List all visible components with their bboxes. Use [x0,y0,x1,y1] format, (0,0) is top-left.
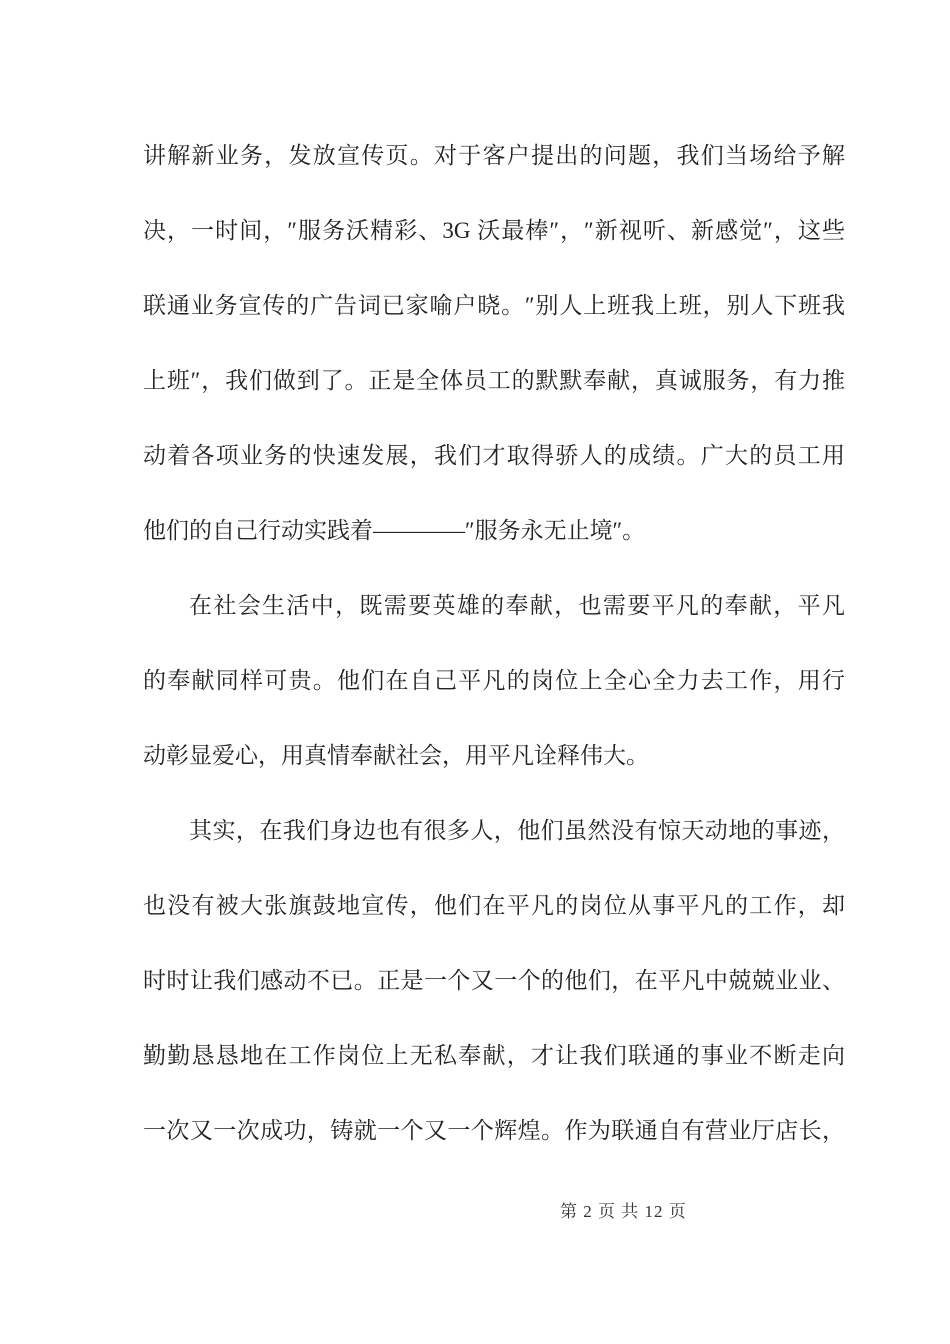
document-body [143,118,845,1168]
text-line: 时时让我们感动不已。正是一个又一个的他们，在平凡中兢兢业业、 [143,968,845,993]
text-line: 讲解新业务，发放宣传页。对于客户提出的问题，我们当场给予解 [143,143,845,168]
text-line: 也没有被大张旗鼓地宣传，他们在平凡的岗位从事平凡的工作，却 [143,893,845,918]
text-line: 在社会生活中，既需要英雄的奉献，也需要平凡的奉献，平凡 [189,593,845,618]
text-line: 上班″，我们做到了。正是全体员工的默默奉献，真诚服务，有力推 [143,368,845,393]
text-line: 动彰显爱心，用真情奉献社会，用平凡诠释伟大。 [143,743,649,768]
text-line: 动着各项业务的快速发展，我们才取得骄人的成绩。广大的员工用 [143,443,845,468]
text-line: 其实，在我们身边也有很多人，他们虽然没有惊天动地的事迹， [189,818,845,843]
text-line: 联通业务宣传的广告词已家喻户晓。″别人上班我上班，别人下班我 [143,293,845,318]
text-line: 他们的自己行动实践着————″服务永无止境″。 [143,518,646,543]
page-number-label: 第 2 页 共 12 页 [560,1202,687,1221]
page-footer [560,1199,687,1225]
text-line: 的奉献同样可贵。他们在自己平凡的岗位上全心全力去工作，用行 [143,668,845,693]
text-line: 一次又一次成功，铸就一个又一个辉煌。作为联通自有营业厅店长， [143,1118,845,1143]
text-line: 决，一时间，″服务沃精彩、3G 沃最棒″，″新视听、新感觉″，这些 [143,218,845,243]
text-line: 勤勤恳恳地在工作岗位上无私奉献，才让我们联通的事业不断走向 [143,1043,845,1068]
